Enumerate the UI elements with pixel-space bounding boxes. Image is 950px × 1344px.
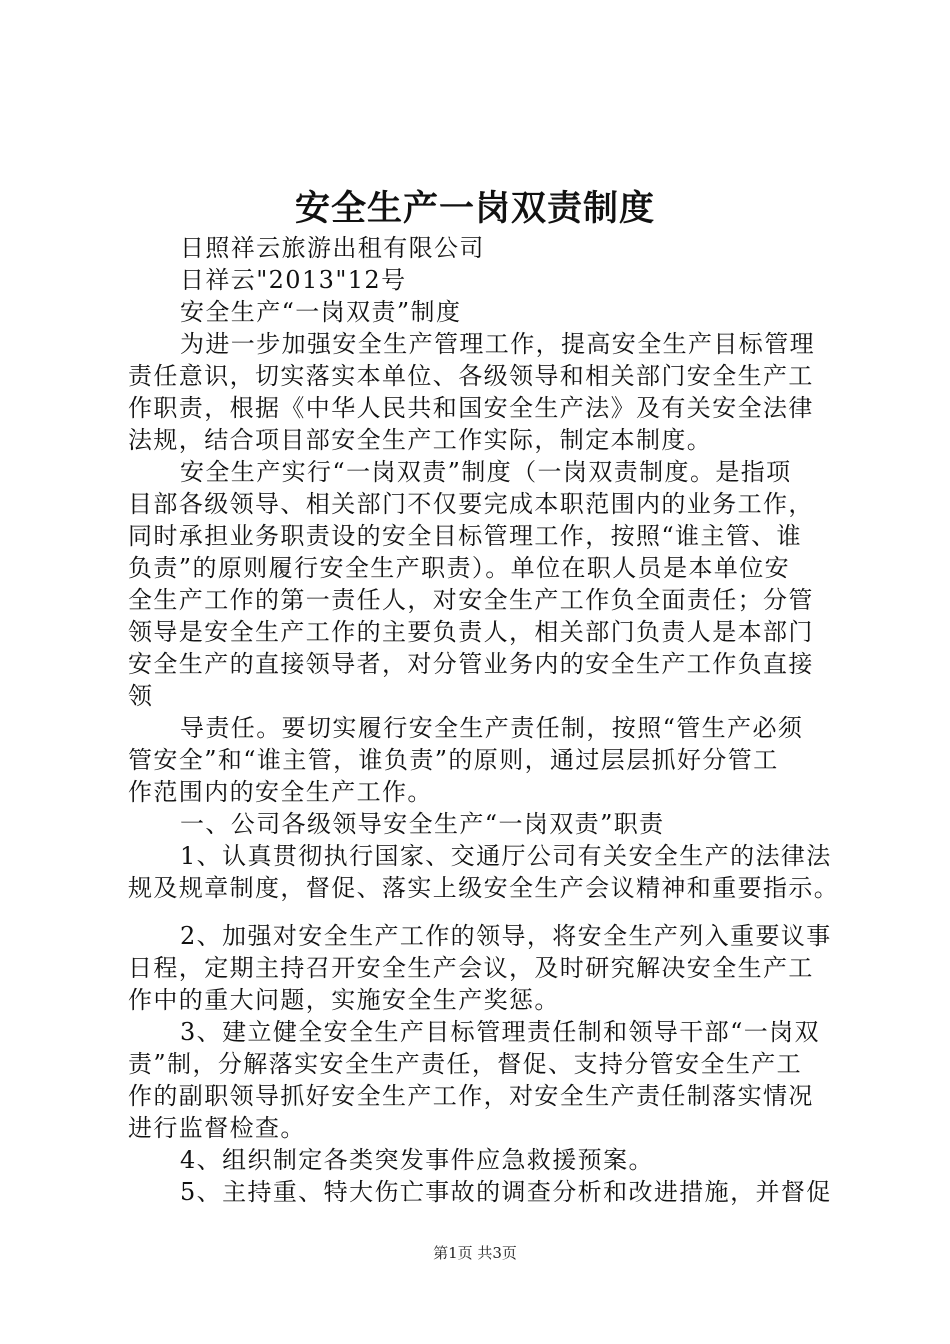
document-body — [128, 232, 848, 1208]
list-item-line: 5、主持重、特大伤亡事故的调查分析和改进措施，并督促 — [180, 1178, 832, 1206]
paragraph-line: 作范围内的安全生产工作。 — [128, 778, 433, 806]
list-item-line: 责”制，分解落实安全生产责任，督促、支持分管安全生产工 — [128, 1050, 803, 1078]
page-number-footer: 第1页 共3页 — [433, 1244, 517, 1262]
paragraph-line: 导责任。要切实履行安全生产责任制，按照“管生产必须 — [180, 714, 804, 742]
list-item-line: 日程，定期主持召开安全生产会议，及时研究解决安全生产工 — [128, 954, 814, 982]
company-name-line: 日照祥云旅游出租有限公司 — [180, 234, 485, 262]
paragraph-line: 法规，结合项目部安全生产工作实际，制定本制度。 — [128, 426, 713, 454]
paragraph-line: 负责”的原则履行安全生产职责）。单位在职人员是本单位安 — [128, 554, 791, 582]
list-item-line: 4、组织制定各类突发事件应急救援预案。 — [180, 1146, 654, 1174]
section-heading: 一、公司各级领导安全生产“一岗双责”职责 — [180, 810, 665, 838]
paragraph-line: 安全生产的直接领导者，对分管业务内的安全生产工作负直接 — [128, 650, 814, 678]
document-title: 安全生产一岗双责制度 — [294, 189, 655, 229]
paragraph-line: 领 — [128, 682, 154, 710]
document-number-line: 日祥云"2013"12号 — [180, 266, 407, 294]
list-item-line: 规及规章制度，督促、落实上级安全生产会议精神和重要指示。 — [128, 874, 840, 902]
paragraph-line: 全生产工作的第一责任人，对安全生产工作负全面责任；分管 — [128, 586, 814, 614]
paragraph-line: 作职责，根据《中华人民共和国安全生产法》及有关安全法律 — [128, 394, 814, 422]
subtitle-line: 安全生产“一岗双责”制度 — [180, 298, 462, 326]
paragraph-line: 同时承担业务职责设的安全目标管理工作，按照“谁主管、谁 — [128, 522, 803, 550]
paragraph-line: 目部各级领导、相关部门不仅要完成本职范围内的业务工作， — [128, 490, 814, 518]
list-item-line: 3、建立健全安全生产目标管理责任制和领导干部“一岗双 — [180, 1018, 820, 1046]
paragraph-line: 为进一步加强安全生产管理工作，提高安全生产目标管理 — [180, 330, 815, 358]
paragraph-line: 管安全”和“谁主管，谁负责”的原则，通过层层抓好分管工 — [128, 746, 779, 774]
paragraph-gap — [128, 904, 848, 920]
paragraph-line: 安全生产实行“一岗双责”制度（一岗双责制度。是指项 — [180, 458, 792, 486]
list-item-line: 1、认真贯彻执行国家、交通厅公司有关安全生产的法律法 — [180, 842, 832, 870]
paragraph-line: 责任意识，切实落实本单位、各级领导和相关部门安全生产工 — [128, 362, 814, 390]
list-item-line: 2、加强对安全生产工作的领导，将安全生产列入重要议事 — [180, 922, 832, 950]
list-item-line: 作中的重大问题，实施安全生产奖惩。 — [128, 986, 560, 1014]
list-item-line: 进行监督检查。 — [128, 1114, 306, 1142]
list-item-line: 作的副职领导抓好安全生产工作，对安全生产责任制落实情况 — [128, 1082, 814, 1110]
paragraph-line: 领导是安全生产工作的主要负责人，相关部门负责人是本部门 — [128, 618, 814, 646]
